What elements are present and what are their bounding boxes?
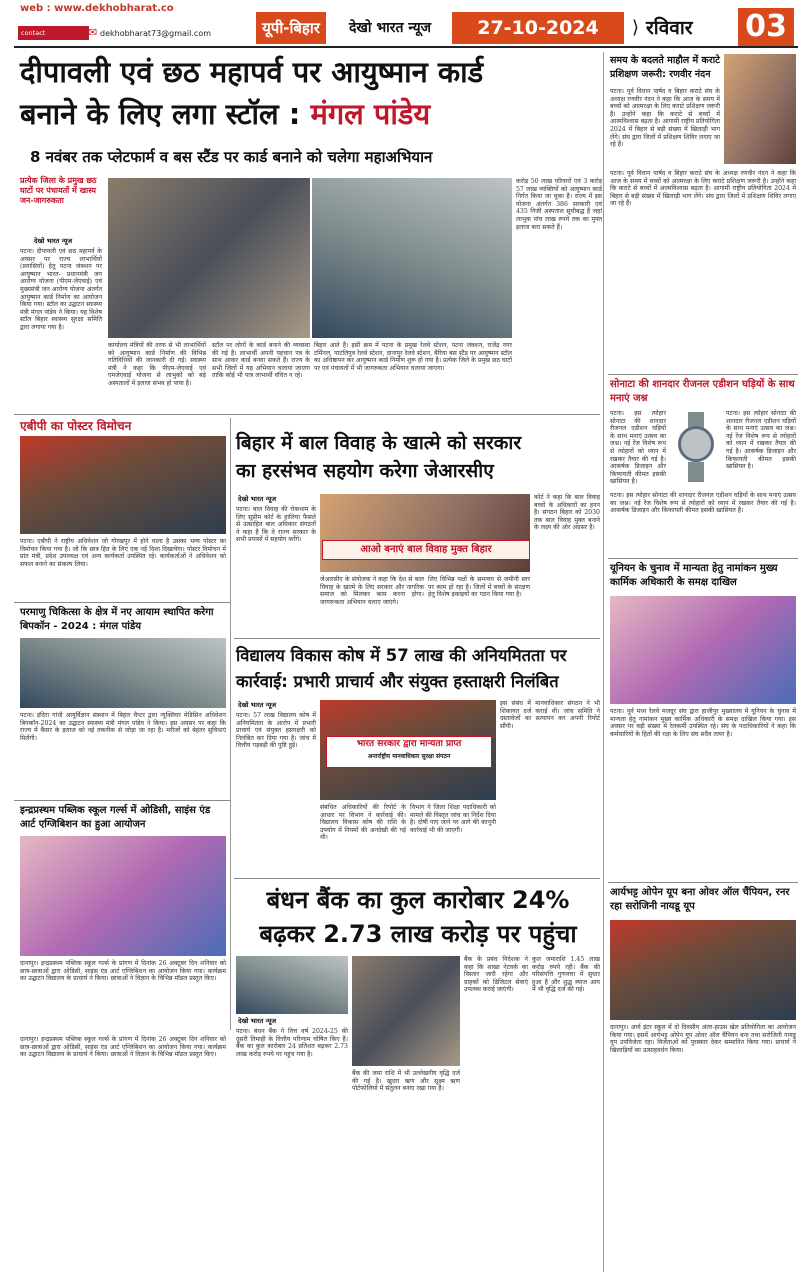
school-fund-byline: देखो भारत न्यूज xyxy=(238,701,277,709)
sonata-body-c: पटना। इस त्योहार सोनाटा की शानदार रीजनल एडीशन घड़ियों के साथ मनाएं उत्सव का जश्न। नई रेंज विशेष रूप से त्योहारों को ध्यान में रखकर तैयार की गई है। आकर्षक डिजाइन और किफायती कीमत इसकी खासियत है। xyxy=(610,492,796,515)
school-event-headline: इन्द्रप्रस्थम पब्लिक स्कूल गर्ल्स में ओडिसी, साइंस एंड आर्ट एग्जिबिशन का हुआ आयोजन xyxy=(20,805,211,830)
sonata-body-a: पटना। इस त्योहार सोनाटा की शानदार रीजनल एडीशन घड़ियों के साथ मनाएं उत्सव का जश्न। नई रेंज विशेष रूप से त्योहारों को ध्यान में रखकर तैयार की गई है। आकर्षक डिजाइन और किफायती कीमत इसकी खासियत है। xyxy=(610,410,666,486)
bandhan-body-a: पटना। बंधन बैंक ने वित्त वर्ष 2024-25 की दूसरी तिमाही के वित्तीय परिणाम घोषित किए हैं। बैंक का कुल कारोबार 24 प्रतिशत बढ़कर 2.73 लाख करोड़ रुपये पर पहुंच गया है। xyxy=(236,1028,348,1058)
lead-headline-2 xyxy=(20,94,600,134)
child-marriage-body-b: जेआरसीए के संयोजक ने कहा कि देश से बाल विवाह के खात्मे के लिए सरकार और नागरिक समाज को मिलकर काम करना होगा। जागरूकता अभियान चलाए जाएंगे। xyxy=(320,576,424,606)
bandhan-photo xyxy=(236,956,348,1014)
lead-body-e: करोड़ 50 लाख परिवारों एवं 3 करोड़ 57 लाख व्यक्तियों को आयुष्मान कार्ड निर्गत किया जा चुका है। राज्य में इस योजना अंतर्गत 386 सरकारी एवं 435 निजी अस्पताल सूचीबद्ध हैं जहां लाभुक पांच लाख रुपये तक का मुफ्त इलाज करा सकते हैं। xyxy=(516,178,602,231)
karate-body-a: पटना। पूर्व विधान पार्षद व बिहार कराटे संघ के अध्यक्ष रणवीर नंदन ने कहा कि आज के समय में बच्चों को आत्मरक्षा के लिए कराटे प्रशिक्षण जरूरी है। उन्होंने कहा कि कराटे से बच्चों में आत्मविश्वास बढ़ता है। आगामी राष्ट्रीय प्रतियोगिता 2024 में बिहार से बड़ी संख्या में खिलाड़ी भाग लेंगे। संघ द्वारा जिलों में प्रशिक्षण शिविर लगाए जा रहे हैं। xyxy=(610,88,720,149)
bandhan-byline: देखो भारत न्यूज xyxy=(238,1017,277,1025)
lead-photo-stall xyxy=(312,178,512,338)
child-marriage-banner: आओ बनाएं बाल विवाह मुक्त बिहार xyxy=(322,540,530,560)
cancer-headline: परमाणु चिकित्सा के क्षेत्र में नए आयाम स्थापित करेगा बिपकॉन - 2024 : मंगल पांडेय xyxy=(20,607,214,632)
union-rule xyxy=(608,882,798,883)
school-fund-body-c: विभाग ने जिला शिक्षा पदाधिकारी को मामले की विस्तृत जांच का निर्देश दिया है। दोषी पाए जाने पर आगे की कानूनी कार्रवाई भी की जाएगी। xyxy=(410,804,496,834)
school-fund-headline-1: विद्यालय विकास कोष में 57 लाख की अनियमितता पर xyxy=(236,646,567,665)
lead-body-d-lower: बिहार आते हैं। इसी क्रम में पटना के प्रमुख रेलवे स्टेशन, पटना जंक्शन, राजेंद्र नगर टर्मिनल, पाटलिपुत्र रेलवे स्टेशन, दानापुर रेलवे स्टेशन, बैरिया बस स्टैंड पर आयुष्मान स्टॉल का अधिष्ठापन कर आयुष्मान कार्ड निर्माण शुरू हो गया है। प्रत्येक जिले के प्रमुख छठ घाटों पर एवं पंचायतों में भी जागरुकता अभियान चलाया जाएगा। xyxy=(314,342,512,372)
lead-headline-1: दीपावली एवं छठ महापर्व पर आयुष्मान कार्ड xyxy=(20,55,484,89)
child-marriage-body-a: पटना। बाल विवाह की रोकथाम के लिए सुप्रीम कोर्ट के हालिया फैसले से उत्साहित बाल अधिकार संगठनों ने कहा है कि वे राज्य सरकार के सभी प्रयासों में सहयोग करेंगे। xyxy=(236,506,316,544)
bandhan-headline-2: बढ़कर 2.73 लाख करोड़ पर पहुंचा xyxy=(259,920,577,948)
archery-headline: आर्यभट्ट ओपेन यूप बना ओवर ऑल चैंपियन, रनर रहा सरोजिनी नायडू यूप xyxy=(610,887,790,912)
lead-side-intro: प्रत्येक जिला के प्रमुख छठ घाटों पर पंचायतों में खास्य जन-जागरुकता xyxy=(20,176,97,205)
email-address: dekhobharat73@gmail.com xyxy=(100,29,212,38)
cancer-photo xyxy=(20,638,226,708)
page-number: 03 xyxy=(738,8,794,46)
section-label: यूपी-बिहार xyxy=(256,12,326,44)
bandhan-body-b: बैंक की जमा राशि में भी उल्लेखनीय वृद्धि दर्ज की गई है। खुदरा ऋण और सूक्ष्म ऋण पोर्टफोलियो में संतुलन बनाए रखा गया है। xyxy=(352,1070,460,1093)
sonata-headline: सोनाटा की शानदार रीजनल एडीशन घड़ियों के साथ मनाएं जश्न xyxy=(610,379,795,404)
lead-rule xyxy=(14,414,600,415)
issue-day: रविवार xyxy=(646,17,693,39)
poster-headline: एबीपी का पोस्टर विमोचन xyxy=(20,419,132,433)
lead-byline: देखो भारत न्यूज xyxy=(34,237,73,245)
cancer-body: पटना। इंदिरा गांधी आयुर्विज्ञान संस्थान में बिहार चैप्टर द्वारा न्यूक्लियर मेडिसिन अधिवेशन बिपकॉन-2024 का उद्घाटन स्वास्थ्य मंत्री मंगल पांडेय ने किया। इस अवसर पर कहा कि राज्य में कैंसर के इलाज को नई तकनीक से जोड़ा जा रहा है। मरीजों को बेहतर सुविधाएं मिलेंगी। xyxy=(20,712,226,742)
school-fund-headline-2: कार्रवाई: प्रभारी प्राचार्य और संयुक्त हस्ताक्षरी निलंबित xyxy=(236,672,559,691)
school-fund-board-line2: अन्तर्राष्ट्रीय मानवाधिकार सुरक्षा संगठन xyxy=(367,753,451,760)
watch-icon xyxy=(670,412,722,484)
child-marriage-body-d: लिए विभिन्न पक्षों के समन्वय से जमीनी स्तर पर काम हो रहा है। जिलों में बच्चों के संरक्षण हेतु विशेष इकाइयों का गठन किया गया है। xyxy=(428,576,530,599)
child-marriage-body-e: कोर्ट ने कहा कि बाल विवाह बच्चों के अधिकारों का हनन है। संगठन बिहार को 2030 तक बाल विवाह मुक्त बनाने के लक्ष्य की ओर अग्रसर है। xyxy=(534,494,600,532)
bandhan-body-c: बैंक के प्रबंध निदेशक ने कहा कि शाखा नेटवर्क का विस्तार जारी रहेगा और ग्राहकों को डिजिटल सेवाएं उपलब्ध कराई जाएंगी। xyxy=(464,956,528,994)
karate-headline: समय के बदलते माहौल में कराटे प्रशिक्षण जरूरी: रणवीर नंदन xyxy=(610,55,720,80)
masthead-rule xyxy=(14,46,798,48)
poster-rule xyxy=(14,602,230,603)
child-marriage-photo xyxy=(320,494,530,572)
school-fund-board-line1: भारत सरकार द्वारा मान्यता प्राप्त xyxy=(356,739,462,749)
archery-photo xyxy=(610,920,796,1020)
karate-rule xyxy=(608,374,798,375)
lead-headline-2b: मंगल पांडेय xyxy=(310,97,431,131)
union-headline: यूनियन के चुनाव में मान्यता हेतु नामांकन मुख्य कार्मिक अधिकारी के समक्ष दाखिल xyxy=(610,563,778,588)
school-fund-board xyxy=(326,736,492,768)
archery-body: दानापुर। आर्य इंटर स्कूल में दो दिवसीय अंतर-हाउस खेल प्रतियोगिता का आयोजन किया गया। इसमें आर्यभट्ट ओपेन यूप ओवर ऑल चैंपियन बना तथा सरोजिनी नायडू यूप उपविजेता रहा। विजेताओं को पुरस्कार देकर सम्मानित किया गया। प्राचार्य ने खिलाड़ियों का उत्साहवर्धन किया। xyxy=(610,1024,796,1054)
child-marriage-headline-2: का हरसंभव सहयोग करेगा जेआरसीए xyxy=(236,460,494,482)
arrow-icon: ⟩ xyxy=(632,17,640,38)
school-event-photo xyxy=(20,836,226,956)
right-column-divider xyxy=(603,52,604,1272)
school-fund-rule xyxy=(234,878,600,879)
union-photo xyxy=(610,596,796,704)
column-divider xyxy=(230,418,231,1030)
poster-photo xyxy=(20,436,226,534)
school-event-body-continued: दानापुर। इन्द्रप्रस्थम पब्लिक स्कूल गर्ल्स के प्रांगण में दिनांक 26 अक्टूबर दिन शनिवार को छात्र-छात्राओं द्वारा ओडिसी, साइंस एंड आर्ट एग्जिबिशन का आयोजन किया गया। कार्यक्रम का उद्घाटन विद्यालय के प्राचार्य ने किया। छात्राओं ने विज्ञान के विभिन्न मॉडल प्रस्तुत किए। xyxy=(20,1036,226,1059)
school-fund-body-a: पटना। 57 लाख विद्यालय कोष में अनियमितता के आरोप में प्रभारी प्राचार्य एवं संयुक्त हस्ताक्षरी को निलंबित कर दिया गया है। जांच में वित्तीय गड़बड़ी की पुष्टि हुई। xyxy=(236,712,316,750)
cancer-rule xyxy=(14,800,230,801)
lead-photo-ministers xyxy=(108,178,310,338)
school-fund-body-b: संबंधित अधिकारियों की रिपोर्ट के आधार पर विभाग ने कार्रवाई की। विद्यालय विकास कोष की राशि के उपयोग में नियमों की अनदेखी की गई थी। xyxy=(320,804,406,842)
lead-subhead: 8 नवंबर तक प्लेटफार्म व बस स्टैंड पर कार्ड बनाने को चलेगा महाअभियान xyxy=(30,148,433,166)
poster-body: पटना। एबीपी ने राष्ट्रीय अधिवेशन जो गोरखपुर में होने वाला है उसका भव्य पोस्टर का विमोचन किया गया है। जो कि छात्र हित के लिए एक नई दिशा दिखायेगा। पोस्टर विमोचन में प्रांत मंत्री, प्रदेश उपाध्यक्ष एवं अन्य कार्यकर्ता उपस्थित रहे। कार्यकर्ताओं ने अधिवेशन को सफल बनाने का संकल्प लिया। xyxy=(20,538,226,568)
karate-photo xyxy=(724,54,796,164)
bandhan-headline-1: बंधन बैंक का कुल कारोबार 24% xyxy=(266,886,570,914)
lead-headline-2a: बनाने के लिए लगा स्टॉल : xyxy=(20,97,301,131)
school-event-body: दानापुर। इन्द्रप्रस्थम पब्लिक स्कूल गर्ल्स के प्रांगण में दिनांक 26 अक्टूबर दिन शनिवार को छात्र-छात्राओं द्वारा ओडिसी, साइंस एंड आर्ट एग्जिबिशन का आयोजन किया गया। कार्यक्रम का उद्घाटन विद्यालय के प्राचार्य ने किया। छात्राओं ने विज्ञान के विभिन्न मॉडल प्रस्तुत किए। xyxy=(20,960,226,983)
union-body: पटना। पूर्व मध्य रेलवे मजदूर संघ द्वारा हाजीपुर मुख्यालय में यूनियन के चुनाव में मान्यता हेतु नामांकन मुख्य कार्मिक अधिकारी के समक्ष दाखिल किया गया। इस अवसर पर बड़ी संख्या में रेलकर्मी उपस्थित रहे। संघ के पदाधिकारियों ने कहा कि कर्मचारियों के हितों की रक्षा के लिए संघ सदैव तत्पर है। xyxy=(610,708,796,738)
lead-body-c: स्टॉल पर लोगों के कार्ड बनाने की व्यवस्था की गई है। लाभार्थी अपनी पहचान पत्र के साथ आकर कार्ड बनवा सकते हैं। राज्य के सभी जिलों में यह अभियान चलाया जाएगा ताकि कोई भी पात्र लाभार्थी वंचित न रहे। xyxy=(212,342,310,380)
child-marriage-rule xyxy=(234,638,600,639)
school-fund-body-d: इस संबंध में मानवाधिकार संगठन ने भी शिकायत दर्ज कराई थी। जांच समिति ने दस्तावेजों का सत्यापन कर अपनी रिपोर्ट सौंपी। xyxy=(500,700,600,730)
contact-number: contact xyxy=(18,26,89,40)
lead-body-b: कार्यालय मंत्रियों की तरफ से भी लाभार्थियों को आयुष्मान कार्ड निर्माण की विभिन्न गतिविधियों की जानकारी दी गई। स्वास्थ्य मंत्री ने कहा कि पीएम-जेएवाई एवं एमजेएवाई योजना से लाभुकों को बड़े अस्पतालों में इलाज संभव हो पाया है। xyxy=(108,342,206,387)
lead-body-a: पटना। दीपावली एवं छठ महापर्व के अवसर पर राज्य लाभार्थियों (प्रवासियों) हेतु पटना जंक्शन पर आयुष्मान भारत- प्रधानमंत्री जन आरोग्य योजना (पीएम-जेएवाई) एवं मुख्यमंत्री जन आरोग्य योजना अंतर्गत आयुष्मान कार्ड निर्माण का आयोजन किया गया। स्टॉल का उद्घाटन स्वास्थ्य मंत्री मंगल पांडेय ने किया। यह विशेष स्टॉल बिहार स्वास्थ्य सुरक्षा समिति द्वारा लगाया गया है। xyxy=(20,248,102,331)
karate-body-b: पटना। पूर्व विधान पार्षद व बिहार कराटे संघ के अध्यक्ष रणवीर नंदन ने कहा कि आज के समय में बच्चों को आत्मरक्षा के लिए कराटे प्रशिक्षण जरूरी है। उन्होंने कहा कि कराटे से बच्चों में आत्मविश्वास बढ़ता है। आगामी राष्ट्रीय प्रतियोगिता 2024 में बिहार से बड़ी संख्या में खिलाड़ी भाग लेंगे। संघ द्वारा जिलों में प्रशिक्षण शिविर लगाए जा रहे हैं। xyxy=(610,170,796,208)
issue-date: 27-10-2024 xyxy=(452,12,624,44)
child-marriage-byline: देखो भारत न्यूज xyxy=(238,495,277,503)
paper-name: देखो भारत न्यूज xyxy=(348,20,432,36)
sonata-body-b: पटना। इस त्योहार सोनाटा की शानदार रीजनल एडीशन घड़ियों के साथ मनाएं उत्सव का जश्न। नई रेंज विशेष रूप से त्योहारों को ध्यान में रखकर तैयार की गई है। आकर्षक डिजाइन और किफायती कीमत इसकी खासियत है। xyxy=(726,410,796,471)
mail-icon: ✉ xyxy=(88,26,98,39)
bandhan-photo-2 xyxy=(352,956,460,1066)
child-marriage-headline-1: बिहार में बाल विवाह के खात्मे को सरकार xyxy=(236,432,522,454)
masthead xyxy=(0,0,812,46)
web-url: web : www.dekhobharat.co xyxy=(20,3,174,14)
sonata-rule xyxy=(608,558,798,559)
bandhan-body-d: कुल जमाराशि 1.45 लाख करोड़ रुपये रही। बैंक की परिसंपत्ति गुणवत्ता में सुधार हुआ है और शुद्ध ब्याज आय में भी वृद्धि दर्ज की गई। xyxy=(532,956,600,994)
